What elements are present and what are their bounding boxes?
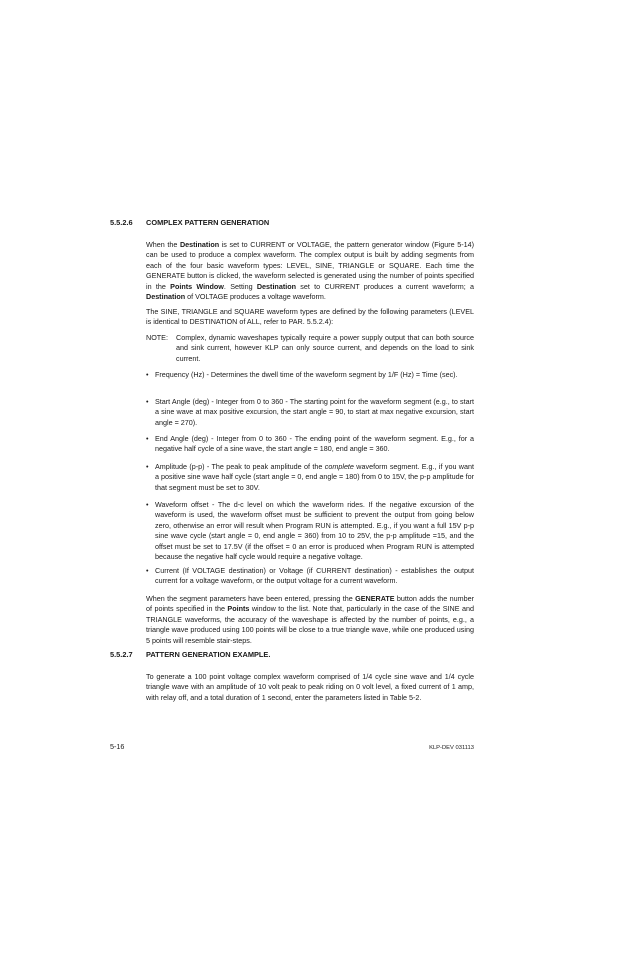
note-text: Complex, dynamic waveshapes typically require a power supply output that can both source and sink current, however KLP can only source current, and depends on the load to sink current. xyxy=(176,333,474,363)
section-title: COMPLEX PATTERN GENERATION xyxy=(146,218,270,227)
example-paragraph: To generate a 100 point voltage complex waveform comprised of 1/4 cycle sine wave and 1/4 cycle triangle wave with an amplitude of 10 volt peak to peak riding on 0 volt level, a fixed current of 1 amp, with relay off, and a total duration of 1 second, enter the parameters listed in Table 5-2. xyxy=(146,672,474,702)
list-item xyxy=(146,397,474,428)
bullet-frequency: Frequency (Hz) - Determines the dwell time of the waveform segment by 1/F (Hz) = Time (sec). xyxy=(155,370,458,379)
intro-paragraph: When the Destination is set to CURRENT or VOLTAGE, the pattern generator window (Figure 5-14) can be used to produce a complex waveform. The complex output is built by adding segments from each of the four basic waveform types: LEVEL, SINE, TRIANGLE or SQUARE. Each time the GENERATE button is clicked, the waveform selected is generated using the number of points specified in the Points Window. Setting Destination set to CURRENT produces a current waveform; a Destination of VOLTAGE produces a voltage waveform. xyxy=(146,240,474,302)
section-number: 5.5.2.6 xyxy=(110,218,133,227)
bullet-marker: • xyxy=(146,500,149,509)
generate-paragraph: When the segment parameters have been entered, pressing the GENERATE button adds the number of points specified in the Points window to the list. Note that, particularly in the case of the SINE and TRIANGLE waveforms, the accuracy of the waveshape is affected by the number of points, e.g., a triangle wave produced using 100 points will be close to a true triangle wave, while one produced using 5 points will resemble stair-steps. xyxy=(146,594,474,645)
bullet-end-angle: End Angle (deg) - Integer from 0 to 360 - The ending point of the waveform segment. E.g., for a negative half cycle of a sine wave, the start angle = 180, end angle = 360. xyxy=(155,434,474,454)
bullet-start-angle: Start Angle (deg) - Integer from 0 to 360 - The starting point for the waveform segment (e.g., to start a sine wave at max positive excursion, the start angle = 90, to start at max negative excursion, start angle = 270). xyxy=(155,397,474,427)
bullet-marker: • xyxy=(146,370,149,379)
note-label: NOTE: xyxy=(146,333,168,342)
bullet-waveform-offset: Waveform offset - The d-c level on which the waveform rides. If the negative excursion of the waveform is used, the waveform offset must be sufficient to prevent the output from going below zero, otherwise an error will result when Program RUN is attempted. E.g., if you want a full 15V p-p sine wave cycle (start angle = 0, end angle = 360) from 10 to 25V, the p-p amplitude =15, and the offset must be set to 17.5V (if the offset = 0 an error is produced when Program RUN is attempted because the negative half cycle would require a negative voltage. xyxy=(155,500,474,562)
bullet-current-voltage: Current (If VOLTAGE destination) or Voltage (if CURRENT destination) - establishes the output current for a voltage waveform, or the output voltage for a current waveform. xyxy=(155,566,474,586)
note-block xyxy=(146,333,474,364)
bullet-marker: • xyxy=(146,462,149,471)
page-number: 5-16 xyxy=(110,742,125,751)
section-title: PATTERN GENERATION EXAMPLE. xyxy=(146,650,271,659)
waveform-types-paragraph: The SINE, TRIANGLE and SQUARE waveform types are defined by the following parameters (LEVEL is identical to DESTINATION of ALL, refer to PAR. 5.5.2.4): xyxy=(146,307,474,327)
bullet-marker: • xyxy=(146,566,149,575)
list-item xyxy=(146,462,474,493)
bullet-marker: • xyxy=(146,397,149,406)
list-item xyxy=(146,434,474,455)
bullet-amplitude: Amplitude (p-p) - The peak to peak amplitude of the complete waveform segment. E.g., if you want a positive sine wave half cycle (start angle = 0, end angle = 180) from 0 to 15V, the p-p amplitude for that segment must be set to 30V. xyxy=(155,462,474,492)
section-number: 5.5.2.7 xyxy=(110,650,133,659)
list-item xyxy=(146,500,474,562)
list-item xyxy=(146,370,474,380)
document-id: KLP-DEV 031113 xyxy=(429,745,474,751)
bullet-marker: • xyxy=(146,434,149,443)
list-item xyxy=(146,566,474,587)
